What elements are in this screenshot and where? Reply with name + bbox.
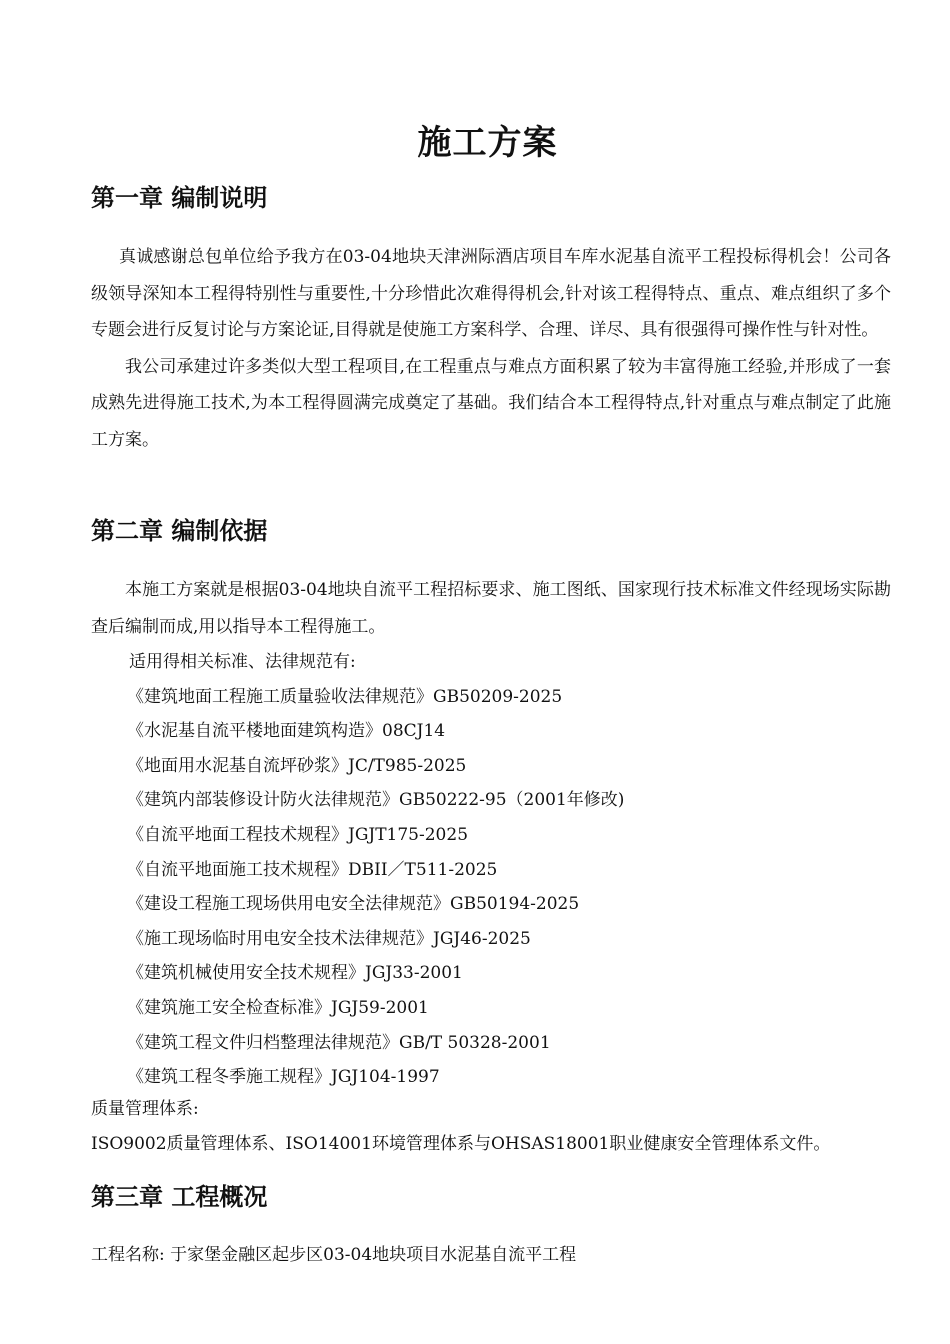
standard-item: 《建筑内部装修设计防火法律规范》GB50222-95（2001年修改) (127, 790, 625, 811)
standard-item: 《建设工程施工现场供用电安全法律规范》GB50194-2025 (127, 894, 580, 915)
chapter-3-heading: 第三章 工程概况 (91, 1183, 268, 1211)
chapter-2-body (91, 572, 891, 645)
standard-item: 《自流平地面工程技术规程》JGJT175-2025 (127, 824, 469, 845)
standard-item: 《自流平地面施工技术规程》DBII／T511-2025 (127, 859, 498, 880)
standard-item: 《水泥基自流平楼地面建筑构造》08CJ14 (127, 721, 446, 742)
chapter-1-paragraph-1: 真诚感谢总包单位给予我方在03-04地块天津洲际酒店项目车库水泥基自流平工程投标得机会！公司各级领导深知本工程得特别性与重要性,十分珍惜此次难得得机会,针对该工程得特点、重点、难点组织了多个专题会进行反复讨论与方案论证,目得就是使施工方案科学、合理、详尽、具有很强得可操作性与针对性。 (91, 247, 891, 340)
chapter-2-heading: 第二章 编制依据 (91, 517, 268, 545)
quality-management-text: ISO9002质量管理体系、ISO14001环境管理体系与OHSAS18001职业健康安全管理体系文件。 (91, 1134, 831, 1154)
standard-item: 《建筑机械使用安全技术规程》JGJ33-2001 (127, 963, 463, 984)
standard-item: 《建筑施工安全检查标准》JGJ59-2001 (127, 997, 429, 1018)
standards-list (91, 645, 891, 1095)
chapter-2-paragraph: 本施工方案就是根据03-04地块自流平工程招标要求、施工图纸、国家现行技术标准文件经现场实际勘查后编制而成,用以指导本工程得施工。 (91, 580, 891, 637)
quality-management-label: 质量管理体系: (91, 1099, 199, 1119)
document-title: 施工方案 (417, 123, 558, 163)
standard-item: 《地面用水泥基自流坪砂浆》JC/T985-2025 (127, 755, 467, 776)
standard-item: 《施工现场临时用电安全技术法律规范》JGJ46-2025 (127, 928, 531, 949)
chapter-1-paragraph-2: 我公司承建过许多类似大型工程项目,在工程重点与难点方面积累了较为丰富得施工经验,并形成了一套成熟先进得施工技术,为本工程得圆满完成奠定了基础。我们结合本工程得特点,针对重点与难点制定了此施工方案。 (91, 356, 891, 450)
standard-item: 《建筑地面工程施工质量验收法律规范》GB50209-2025 (127, 686, 563, 707)
project-name: 工程名称: 于家堡金融区起步区03-04地块项目水泥基自流平工程 (91, 1245, 577, 1265)
chapter-1-body (91, 239, 891, 458)
chapter-1-heading: 第一章 编制说明 (91, 184, 268, 212)
standard-item: 《建筑工程冬季施工规程》JGJ104-1997 (127, 1067, 440, 1088)
standard-item: 《建筑工程文件归档整理法律规范》GB/T 50328-2001 (127, 1032, 551, 1053)
standards-intro: 适用得相关标准、法律规范有: (129, 652, 356, 672)
quality-management (91, 1092, 911, 1162)
